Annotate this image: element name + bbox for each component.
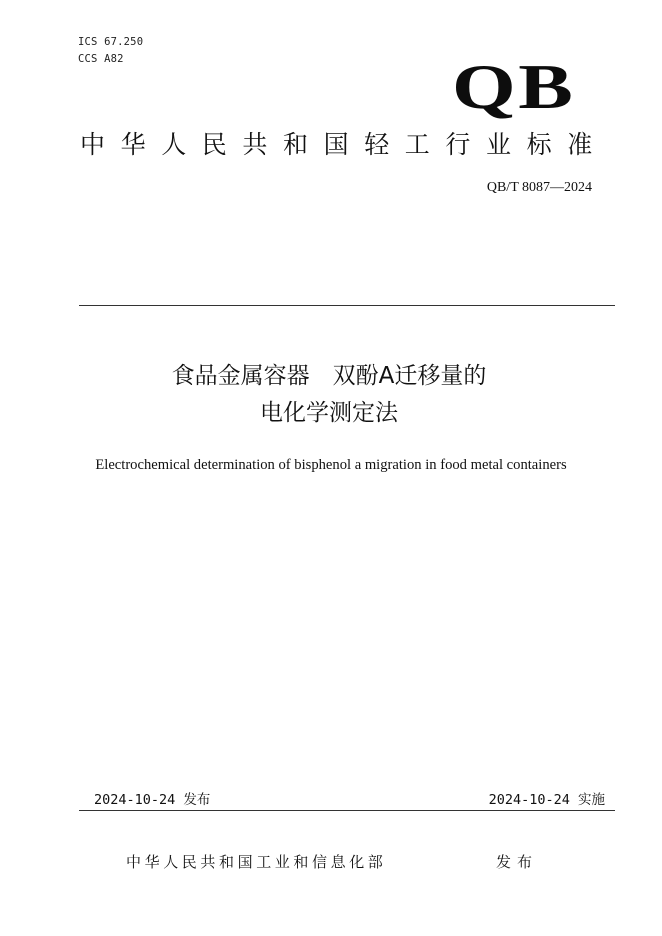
qb-logo: QB bbox=[452, 51, 576, 122]
standard-number: QB/T 8087—2024 bbox=[486, 180, 592, 195]
issue-date-value: 2024-10-24 bbox=[94, 792, 176, 808]
ics-code: ICS 67.250 bbox=[78, 36, 144, 48]
implementation-date-label: 实施 bbox=[578, 792, 605, 808]
issue-date bbox=[94, 791, 210, 809]
ccs-code: CCS A82 bbox=[78, 53, 124, 65]
issuing-action: 发布 bbox=[496, 853, 539, 871]
implementation-date-value: 2024-10-24 bbox=[488, 792, 570, 808]
issuing-authority: 中华人民共和国工业和信息化部 bbox=[126, 853, 387, 871]
issue-date-label: 发布 bbox=[183, 792, 211, 808]
title-chinese-line-1: 食品金属容器 双酚A迁移量的 bbox=[171, 363, 487, 389]
implementation-date bbox=[489, 791, 605, 809]
bottom-divider bbox=[79, 810, 615, 811]
top-divider bbox=[79, 305, 615, 306]
title-english: Electrochemical determination of bisphenol a migration in food metal containers bbox=[95, 457, 567, 473]
standard-category: 中华人民共和国轻工行业标准 bbox=[80, 130, 608, 159]
classification-codes bbox=[78, 34, 143, 68]
title-chinese-line-2: 电化学测定法 bbox=[260, 400, 398, 426]
